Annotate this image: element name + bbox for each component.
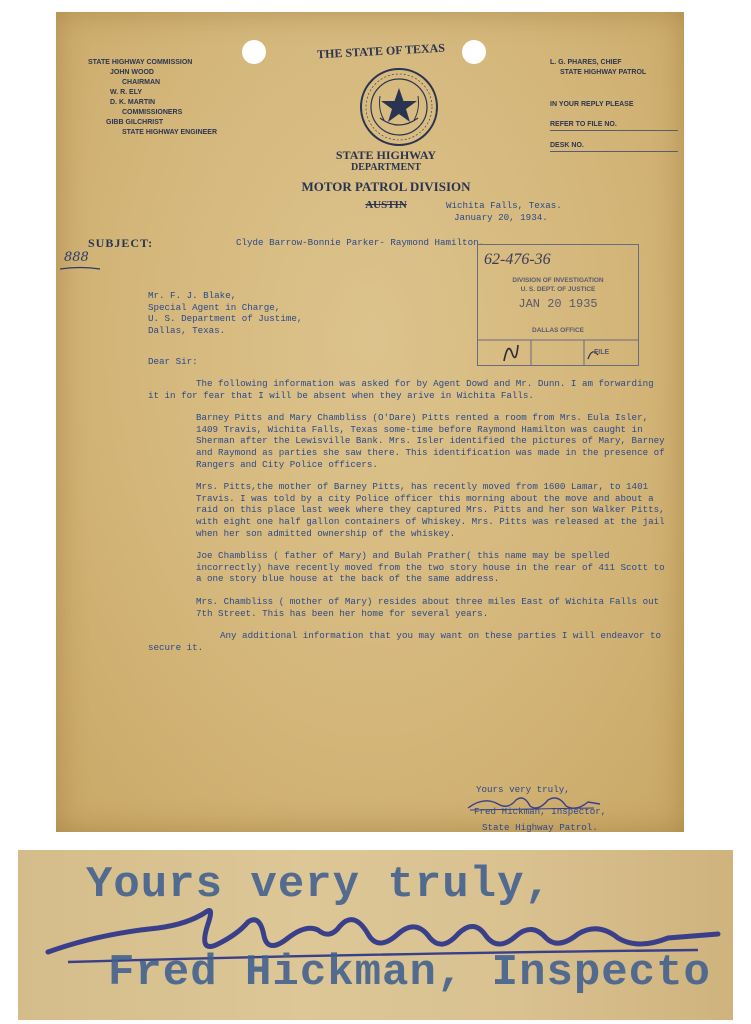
city-struck: AUSTIN	[365, 199, 407, 211]
stamp-file: FILE	[594, 349, 610, 356]
file-number: 62-476-36	[484, 251, 551, 268]
state-heading: THE STATE OF TEXAS	[316, 40, 446, 62]
letter-body	[148, 378, 666, 664]
reply-block	[550, 58, 678, 152]
punch-hole	[242, 40, 266, 64]
letter-page	[56, 12, 684, 832]
addressee-block	[148, 290, 302, 336]
zoom-signer: Fred Hickman, Inspecto	[108, 948, 711, 998]
underline-mark-icon	[58, 264, 102, 272]
chief-title: STATE HIGHWAY PATROL	[560, 69, 647, 76]
body-paragraph: Mrs. Chambliss ( mother of Mary) resides about three miles East of Wichita Falls out 7th Street. This has been her home for several years.	[196, 595, 660, 619]
stamp-boxes-icon	[478, 339, 638, 365]
body-paragraph: Any additional information that you may want on these parties I will endeavor to secure it.	[148, 630, 662, 653]
addressee-line: Dallas, Texas.	[148, 324, 226, 336]
signature-detail	[18, 850, 733, 1020]
addressee-line: Mr. F. J. Blake,	[148, 290, 237, 301]
engineer-title: STATE HIGHWAY ENGINEER	[122, 129, 218, 136]
stamp-office: DALLAS OFFICE	[532, 327, 584, 334]
addressee-line: U. S. Department of Justime,	[148, 313, 303, 325]
body-paragraph: Barney Pitts and Mary Chambliss (O'Dare) Pitts rented a room from Mrs. Eula Isler, 1409 Travis, Wichita Falls, Texas some-time before Raymond Hamilton was caught in Sherman after the Lewisville Bank. Mrs. Isler identified the pictures of Mary, Barney and Raymond as parties she saw there. This identification was made in the presence of Rangers and City Police officers.	[196, 412, 665, 470]
chief-name: L. G. PHARES, CHIEF	[550, 59, 622, 66]
salutation: Dear Sir:	[148, 356, 198, 367]
stamp-division: DIVISION OF INVESTIGATION	[512, 277, 604, 284]
closing: Yours very truly,	[476, 784, 570, 795]
commissioner-name: D. K. MARTIN	[110, 99, 156, 106]
commission-block	[88, 58, 217, 138]
desk-field: DESK NO.	[550, 141, 678, 152]
letter-place: Wichita Falls, Texas.	[446, 200, 562, 211]
engineer-name: GIBB GILCHRIST	[106, 119, 164, 126]
chairman-name: JOHN WOOD	[110, 69, 154, 76]
commissioner-name: W. R. ELY	[110, 89, 143, 96]
commissioners-title: COMMISSIONERS	[122, 109, 183, 116]
signer-name: Fred Hickman, Inspector,	[474, 806, 607, 817]
body-paragraph: Joe Chambliss ( father of Mary) and Bulah Prather( this name may be spelled incorrectly) have recently moved from the two story house in the rear of 411 Scott to a one story blue house at the back of the same address.	[196, 550, 665, 585]
body-paragraph: Mrs. Pitts,the mother of Barney Pitts, has recently moved from 1600 Lamar, to 1401 Travis. I was told by a city Police officer this morning about the move and about a raid on this place last week where they captured Mrs. Pitts and her son Walker Pitts, with eight one half gallon containers of Whiskey. Mrs. Pitts was released at the jail when her son admitted ownership of the whiskey.	[196, 481, 665, 539]
signer-org: State Highway Patrol.	[482, 822, 598, 832]
handwritten-note: 888	[64, 250, 89, 265]
dept-label: DEPARTMENT	[350, 162, 422, 173]
chairman-title: CHAIRMAN	[122, 79, 161, 86]
reply-note: IN YOUR REPLY PLEASE	[550, 101, 634, 108]
received-stamp	[477, 244, 639, 366]
dept-name: STATE HIGHWAY	[335, 148, 437, 162]
subject-label: SUBJECT:	[88, 236, 154, 250]
stamp-department: U. S. DEPT. OF JUSTICE	[520, 286, 596, 293]
letter-date: January 20, 1934.	[454, 212, 548, 223]
division-name: MOTOR PATROL DIVISION	[301, 179, 471, 194]
commission-title: STATE HIGHWAY COMMISSION	[88, 59, 193, 66]
addressee-line: Special Agent in Charge,	[148, 301, 281, 313]
body-paragraph: The following information was asked for by Agent Dowd and Mr. Dunn. I am forwarding it in for fear that I will be absent when they arive in Wichita Falls.	[148, 378, 654, 401]
subject-text: Clyde Barrow-Bonnie Parker- Raymond Hamilton.	[236, 237, 485, 248]
stamp-date: JAN 20 1935	[518, 297, 598, 311]
zoom-closing: Yours very truly,	[86, 860, 552, 910]
texas-seal-icon	[358, 66, 440, 148]
refer-field: REFER TO FILE NO.	[550, 120, 678, 131]
